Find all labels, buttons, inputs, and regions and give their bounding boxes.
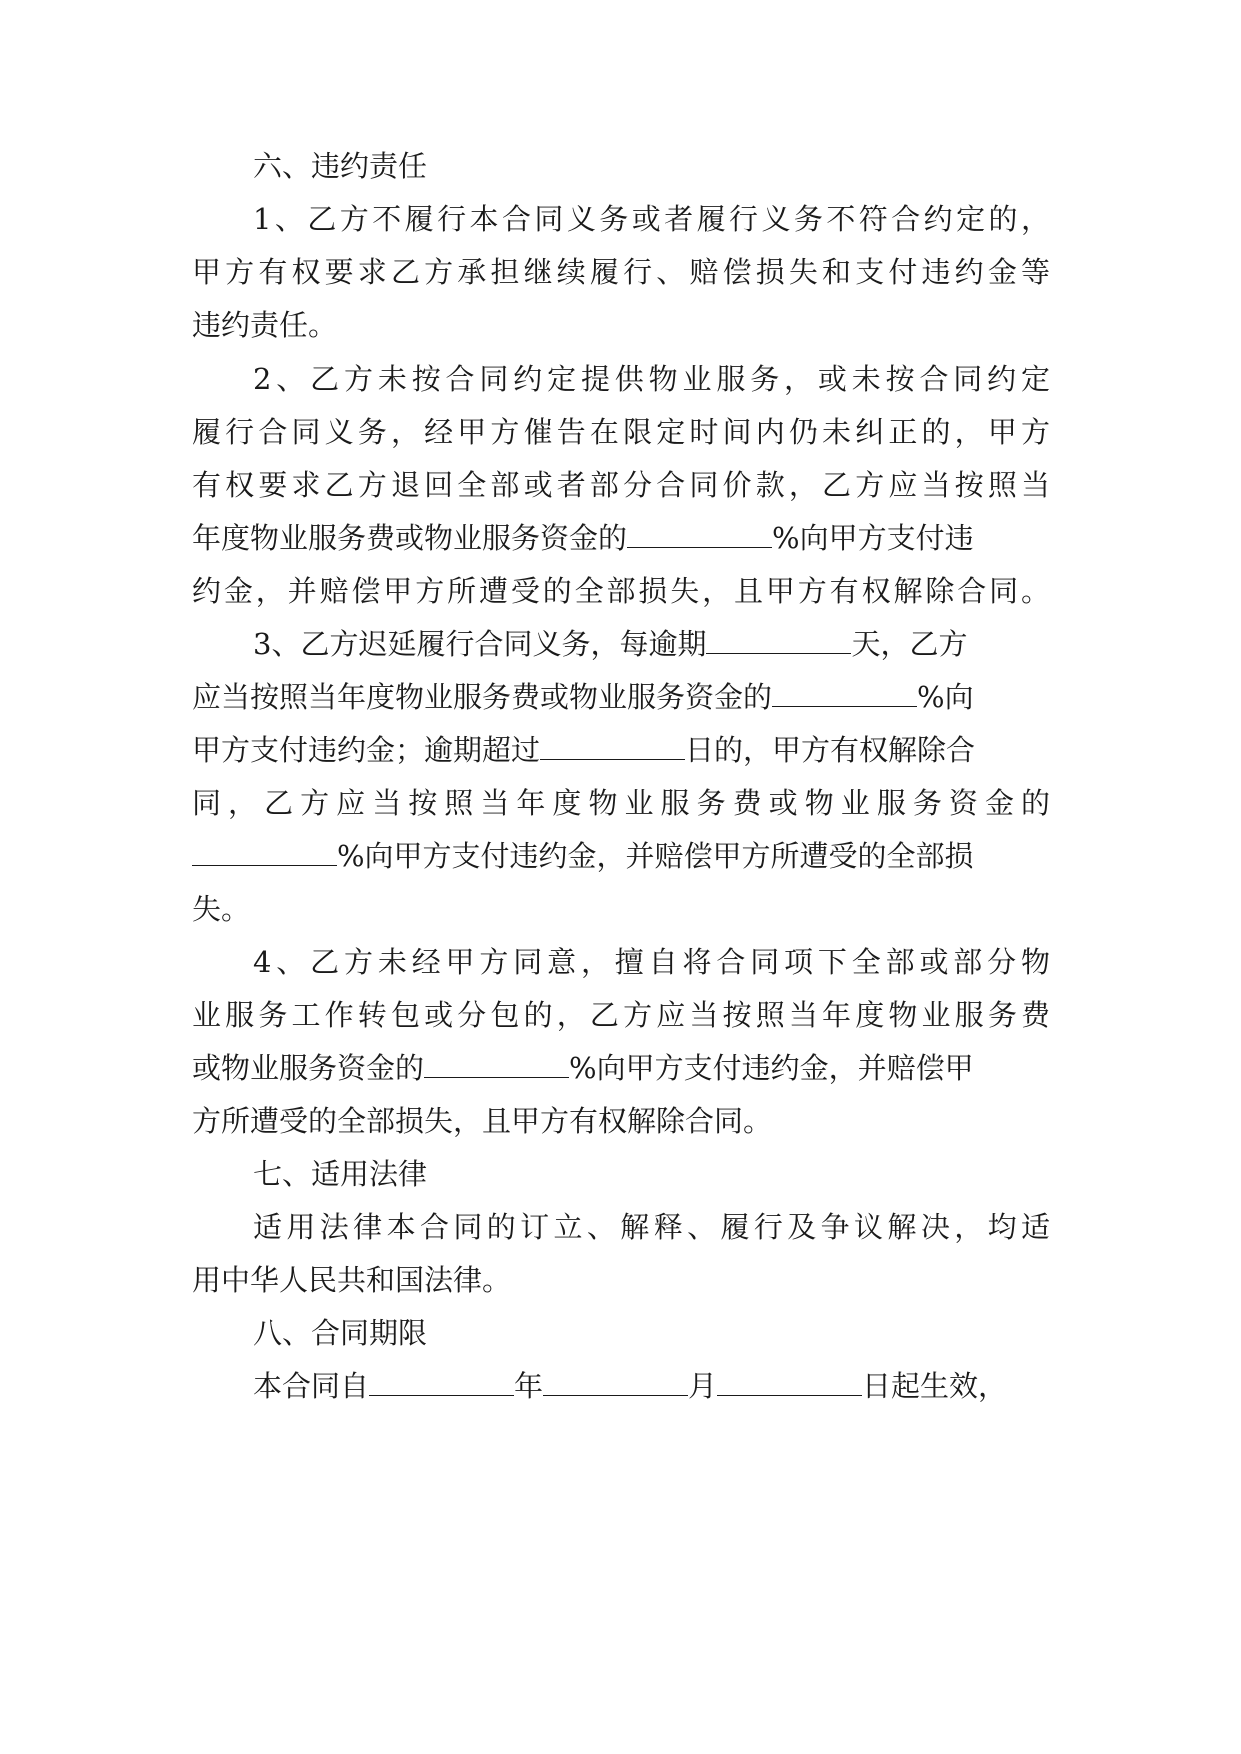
section-heading-applicable-law: 七、适用法律 <box>253 1157 428 1191</box>
paragraph-line <box>253 622 1050 666</box>
paragraph-line: 1、乙方不履行本合同义务或者履行义务不符合约定的， <box>253 202 1050 236</box>
line-text: 年 <box>514 1369 544 1403</box>
paragraph-line: 4、乙方未经甲方同意，擅自将合同项下全部或部分物 <box>253 945 1050 979</box>
line-text: 天，乙方 <box>851 627 968 661</box>
paragraph-line <box>192 834 1050 878</box>
paragraph-line: 适用法律本合同的订立、解释、履行及争议解决，均适 <box>253 1210 1050 1244</box>
fill-blank <box>717 1365 862 1396</box>
fill-blank <box>543 1365 688 1396</box>
line-text: 甲方支付违约金；逾期超过 <box>192 733 541 767</box>
paragraph-line: 业服务工作转包或分包的，乙方应当按照当年度物业服务费 <box>192 998 1050 1032</box>
fill-blank <box>540 729 685 760</box>
paragraph-line: 约金，并赔偿甲方所遭受的全部损失，且甲方有权解除合同。 <box>192 574 1050 608</box>
fill-blank <box>772 676 917 707</box>
fill-blank <box>706 623 851 654</box>
paragraph-line <box>192 1046 1050 1090</box>
paragraph-line: 2、乙方未按合同约定提供物业服务，或未按合同约定 <box>253 362 1050 396</box>
paragraph-line: 失。 <box>192 892 251 926</box>
line-text: 或物业服务资金的 <box>192 1051 425 1085</box>
paragraph-line <box>192 675 1050 719</box>
section-heading-breach-liability: 六、违约责任 <box>253 149 428 183</box>
paragraph-line <box>192 516 1050 560</box>
fill-blank <box>424 1047 569 1078</box>
line-text: %向甲方支付违 <box>772 521 974 555</box>
line-text: 月 <box>688 1369 718 1403</box>
line-text: 本合同自 <box>253 1369 370 1403</box>
paragraph-line: 用中华人民共和国法律。 <box>192 1263 512 1297</box>
fill-blank <box>627 517 772 548</box>
fill-blank <box>192 835 337 866</box>
line-text: 年度物业服务费或物业服务资金的 <box>192 521 628 555</box>
paragraph-line: 同，乙方应当按照当年度物业服务费或物业服务资金的 <box>192 786 1050 820</box>
paragraph-line: 方所遭受的全部损失，且甲方有权解除合同。 <box>192 1104 773 1138</box>
paragraph-line: 甲方有权要求乙方承担继续履行、赔偿损失和支付违约金等 <box>192 255 1050 289</box>
section-heading-contract-term: 八、合同期限 <box>253 1316 428 1350</box>
line-text: 3、乙方迟延履行合同义务，每逾期 <box>253 627 707 661</box>
line-text: %向甲方支付违约金，并赔偿甲 <box>569 1051 974 1085</box>
line-text: 日的，甲方有权解除合 <box>685 733 976 767</box>
paragraph-line: 违约责任。 <box>192 308 338 342</box>
paragraph-line: 有权要求乙方退回全部或者部分合同价款，乙方应当按照当 <box>192 468 1050 502</box>
line-text: %向甲方支付违约金，并赔偿甲方所遭受的全部损 <box>337 839 974 873</box>
fill-blank <box>369 1365 514 1396</box>
line-text: 日起生效， <box>862 1369 1008 1403</box>
line-text: %向 <box>917 680 974 714</box>
paragraph-line <box>253 1364 1050 1408</box>
paragraph-line: 履行合同义务，经甲方催告在限定时间内仍未纠正的，甲方 <box>192 415 1050 449</box>
line-text: 应当按照当年度物业服务费或物业服务资金的 <box>192 680 773 714</box>
paragraph-line <box>192 728 1050 772</box>
